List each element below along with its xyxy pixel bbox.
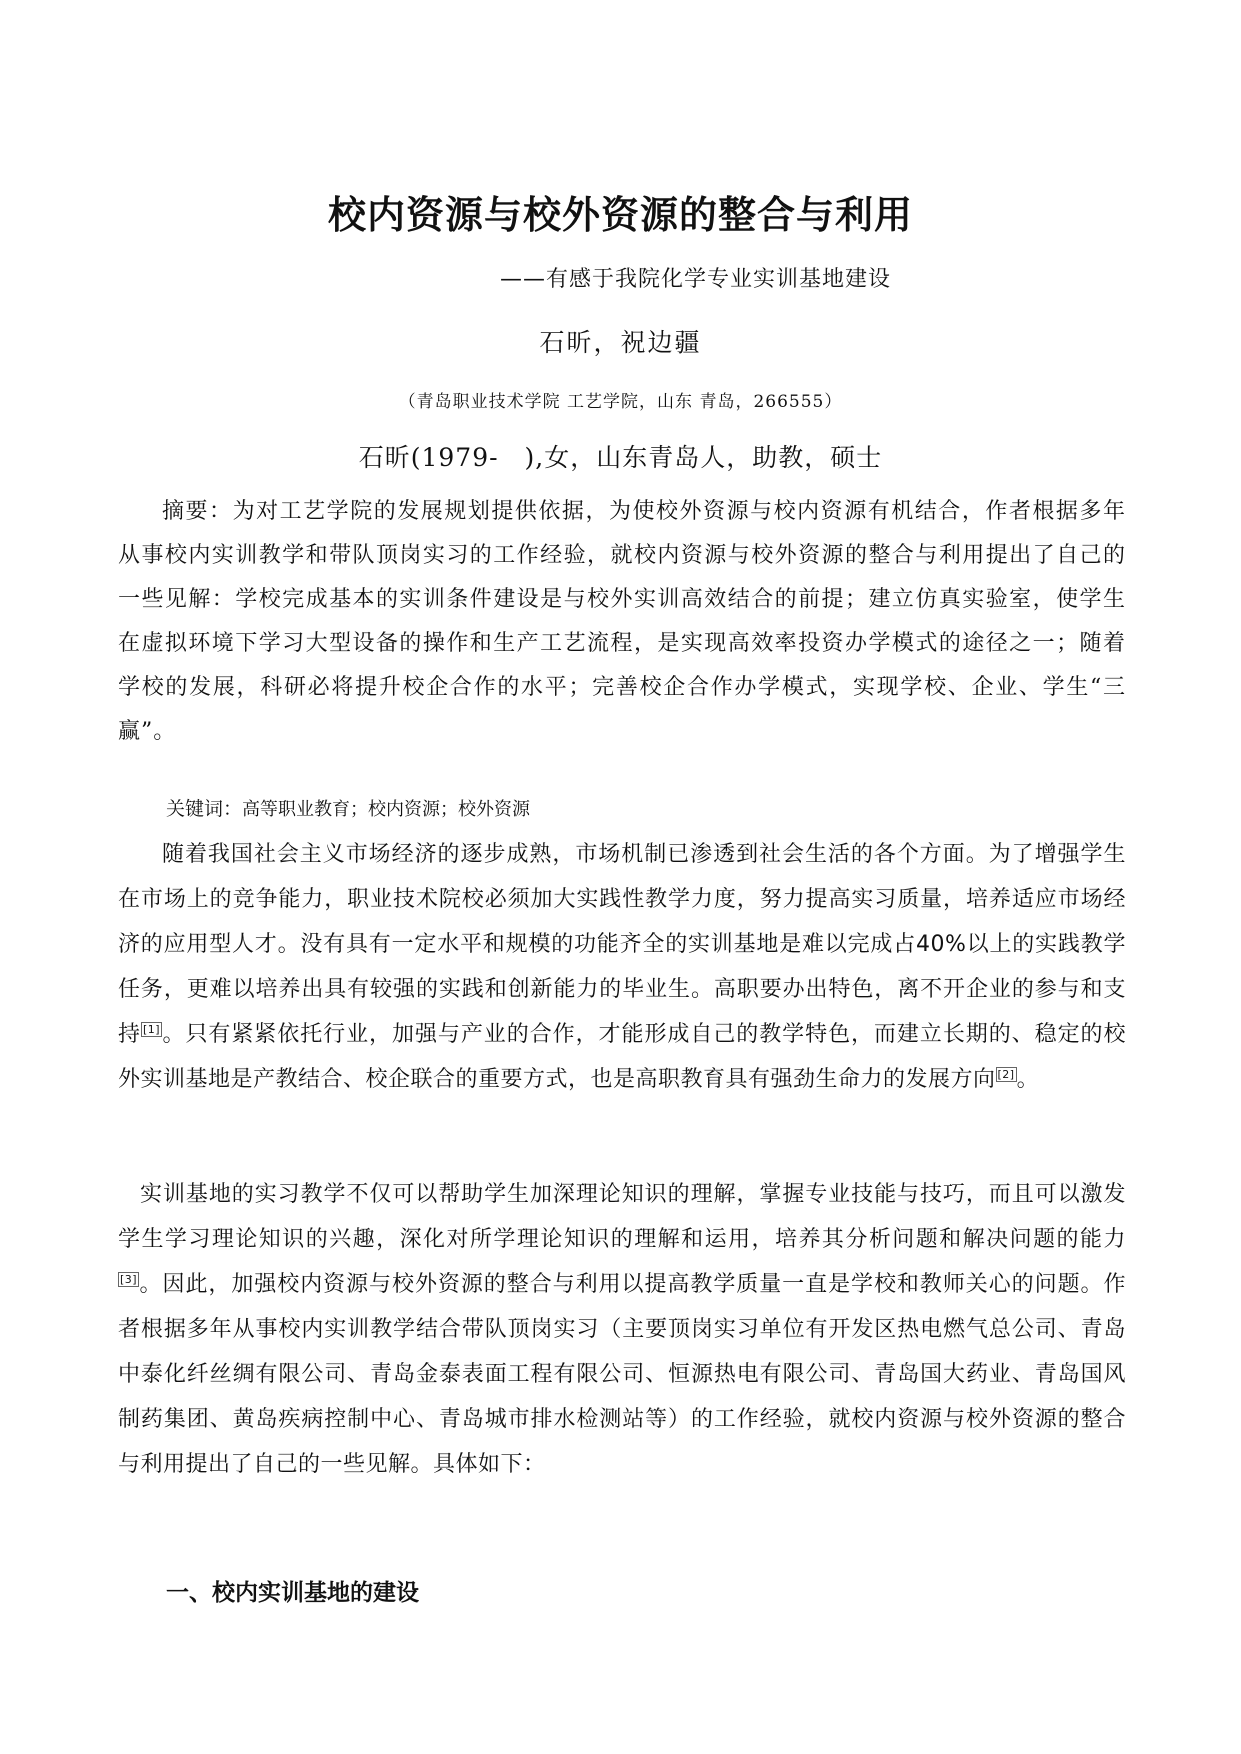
citation-ref: [3]	[120, 1272, 138, 1286]
body-paragraph-2	[118, 1172, 1126, 1487]
paragraph-text: 。	[1016, 1067, 1040, 1092]
author-bio: 石昕(1979- ),女，山东青岛人，助教，硕士	[358, 443, 883, 472]
paragraph-text: 。只有紧紧依托行业，加强与产业的合作，才能形成自己的教学特色，而建立长期的、稳定的校外实训基地是产教结合、校企联合的重要方式，也是高职教育具有强劲生命力的发展方向	[118, 1022, 1126, 1092]
paragraph-text: 随着我国社会主义市场经济的逐步成熟，市场机制已渗透到社会生活的各个方面。为了增强学生在市场上的竞争能力，职业技术院校必须加大实践性教学力度，努力提高实习质量，培养适应市场经济的应用型人才。没有具有一定水平和规模的功能齐全的实训基地是难以完成占40%以上的实践教学任务，更难以培养出具有较强的实践和创新能力的毕业生。高职要办出特色，离不开企业的参与和支持	[118, 842, 1126, 1047]
paper-title: 校内资源与校外资源的整合与利用	[327, 193, 913, 237]
keywords-label: 关键词：	[166, 798, 243, 820]
paragraph-text: 。因此，加强校内资源与校外资源的整合与利用以提高教学质量一直是学校和教师关心的问题。作者根据多年从事校内实训教学结合带队顶岗实习（主要顶岗实习单位有开发区热电燃气总公司、青岛中泰化纤丝绸有限公司、青岛金泰表面工程有限公司、恒源热电有限公司、青岛国大药业、青岛国风制药集团、黄岛疾病控制中心、青岛城市排水检测站等）的工作经验，就校内资源与校外资源的整合与利用提出了自己的一些见解。具体如下：	[118, 1272, 1126, 1477]
paper-subtitle: ——有感于我院化学专业实训基地建设	[500, 267, 892, 292]
abstract-text: 为对工艺学院的发展规划提供依据，为使校外资源与校内资源有机结合，作者根据多年从事校内实训教学和带队顶岗实习的工作经验，就校内资源与校外资源的整合与利用提出了自己的一些见解：学校完成基本的实训条件建设是与校外实训高效结合的前提；建立仿真实验室，使学生在虚拟环境下学习大型设备的操作和生产工艺流程，是实现高效率投资办学模式的途径之一；随着学校的发展，科研必将提升校企合作的水平；完善校企合作办学模式，实现学校、企业、学生“三赢”。	[118, 499, 1126, 744]
section-heading: 一、校内实训基地的建设	[166, 1580, 419, 1606]
abstract-label: 摘要：	[162, 499, 233, 524]
keywords-text: 高等职业教育；校内资源；校外资源	[242, 799, 531, 820]
body-paragraph-1	[118, 832, 1126, 1102]
citation-ref: [2]	[997, 1067, 1015, 1081]
paragraph-text: 实训基地的实习教学不仅可以帮助学生加深理论知识的理解，掌握专业技能与技巧，而且可以激发学生学习理论知识的兴趣，深化对所学理论知识的理解和运用，培养其分析问题和解决问题的能力	[118, 1182, 1126, 1252]
author-list: 石昕，祝边疆	[539, 328, 702, 357]
keywords	[166, 794, 530, 821]
affiliation: （青岛职业技术学院 工艺学院，山东 青岛，266555）	[398, 392, 843, 412]
citation-ref: [1]	[142, 1022, 161, 1036]
abstract	[118, 490, 1126, 754]
